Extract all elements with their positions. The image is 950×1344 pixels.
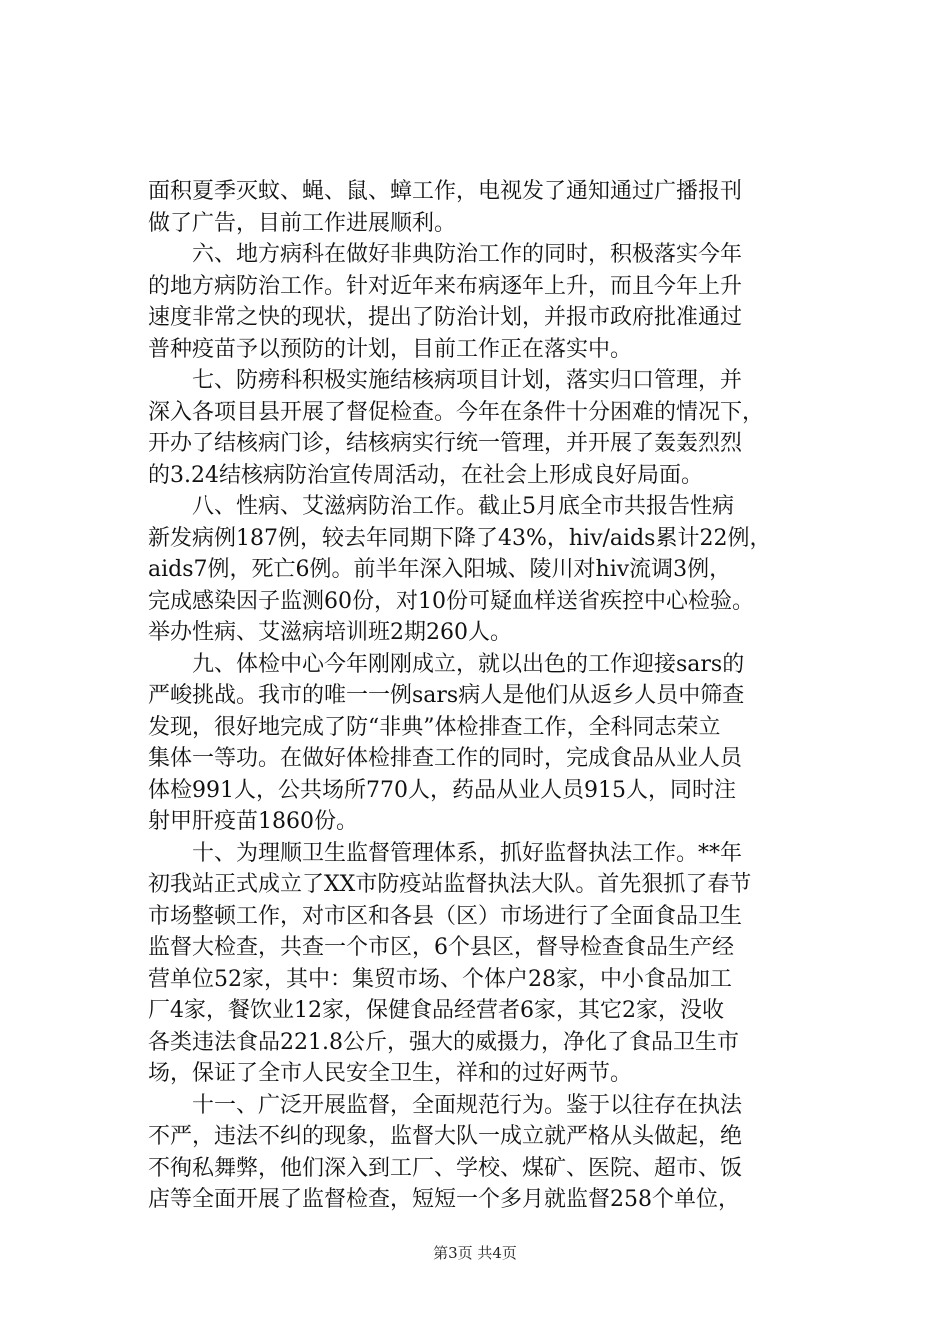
document-body [148,176,828,1216]
paragraph-line: 新发病例187例，较去年同期下降了43%，hiv/aids累计22例， [148,525,772,551]
paragraph-first-line: 十、为理顺卫生监督管理体系，抓好监督执法工作。**年 [192,840,743,866]
paragraph-line: 速度非常之快的现状，提出了防治计划，并报市政府批准通过 [148,305,743,330]
paragraph-line: 发现，很好地完成了防“非典”体检排查工作，全科同志荣立 [148,714,721,740]
paragraph-line: 体检991人，公共场所770人，药品从业人员915人，同时注 [148,777,736,803]
paragraph-line: 举办性病、艾滋病培训班2期260人。 [148,620,512,645]
paragraph-line: 面积夏季灭蚊、蝇、鼠、蟑工作，电视发了通知通过广播报刊 [148,179,743,204]
paragraph-line: 厂4家，餐饮业12家，保健食品经营者6家，其它2家，没收 [148,998,724,1023]
paragraph-first-line: 十一、广泛开展监督，全面规范行为。鉴于以往存在执法 [192,1092,743,1118]
paragraph-line: 不严，违法不纠的现象，监督大队一成立就严格从头做起，绝 [148,1124,743,1149]
paragraph-line: 集体一等功。在做好体检排查工作的同时，完成食品从业人员 [148,746,743,771]
paragraph-line: 店等全面开展了监督检查，短短一个多月就监督258个单位， [148,1187,740,1212]
paragraph-line: 场，保证了全市人民安全卫生，祥和的过好两节。 [148,1061,633,1086]
paragraph-line: 初我站正式成立了XX市防疫站监督执法大队。首先狠抓了春节 [148,872,752,897]
paragraph-line: aids7例，死亡6例。前半年深入阳城、陵川对hiv流调3例， [148,557,732,582]
paragraph-line: 开办了结核病门诊，结核病实行统一管理，并开展了轰轰烈烈 [148,431,743,456]
paragraph-first-line: 八、性病、艾滋病防治工作。截止5月底全市共报告性病 [192,494,734,519]
page-footer: 第3页 共4页 [433,1244,517,1262]
paragraph-line: 的3.24结核病防治宣传周活动，在社会上形成良好局面。 [148,462,703,488]
paragraph-line: 普种疫苗予以预防的计划，目前工作正在落实中。 [148,336,633,362]
paragraph-first-line: 九、体检中心今年刚刚成立，就以出色的工作迎接sars的 [192,651,745,677]
paragraph-line: 做了广告，目前工作进展顺利。 [148,210,457,236]
paragraph-first-line: 六、地方病科在做好非典防治工作的同时，积极落实今年 [192,242,743,267]
paragraph-line: 射甲肝疫苗1860份。 [148,809,358,834]
paragraph-line: 监督大检查，共查一个市区，6个县区，督导检查食品生产经 [148,935,734,960]
paragraph-line: 深入各项目县开展了督促检查。今年在条件十分困难的情况下， [148,399,765,425]
paragraph-line: 完成感染因子监测60份，对10份可疑血样送省疾控中心检验。 [148,588,754,614]
paragraph-line: 营单位52家，其中：集贸市场、个体户28家，中小食品加工 [148,966,732,992]
paragraph-first-line: 七、防痨科积极实施结核病项目计划，落实归口管理，并 [192,368,743,393]
paragraph-line: 市场整顿工作，对市区和各县（区）市场进行了全面食品卫生 [148,903,743,929]
paragraph-line: 严峻挑战。我市的唯一一例sars病人是他们从返乡人员中筛查 [148,683,745,708]
paragraph-line: 各类违法食品221.8公斤，强大的威摄力，净化了食品卫生市 [148,1029,739,1055]
paragraph-line: 不徇私舞弊，他们深入到工厂、学校、煤矿、医院、超市、饭 [148,1155,743,1181]
paragraph-line: 的地方病防治工作。针对近年来布病逐年上升，而且今年上升 [148,273,743,299]
